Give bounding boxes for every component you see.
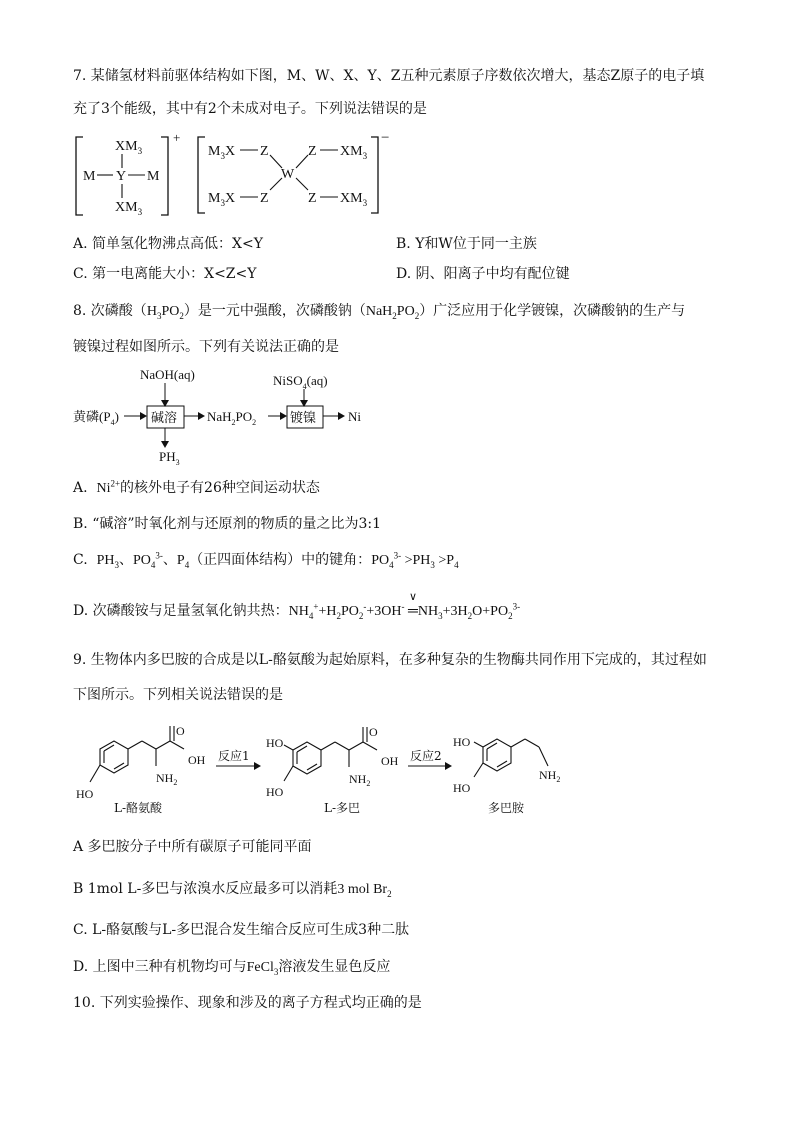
q9-option-d: D. 上图中三种有机物均可与FeCl$_3$溶液发生显色反应 xyxy=(73,959,391,977)
svg-text:Y: Y xyxy=(116,169,127,184)
q7-option-a: A. 简单氢化物沸点高低：X<Y xyxy=(73,236,263,252)
svg-text:NH2: $NH_2$ xyxy=(539,768,561,784)
svg-text:HO: HO xyxy=(453,735,471,749)
flow-reagent-naoh: NaOH(aq) xyxy=(140,367,195,382)
svg-text:XM3: $XM_3$ xyxy=(340,144,368,161)
q7-option-d: D. 阴、阳离子中均有配位键 xyxy=(396,266,570,282)
svg-text:XM3: $XM_3$ xyxy=(115,139,143,156)
arrow-label-reaction1: 反应1 xyxy=(218,749,250,763)
svg-text:HO: HO xyxy=(76,787,94,801)
q7-option-b: B. Y和W位于同一主族 xyxy=(396,236,537,252)
q9-option-b: B 1mol L-多巴与浓溴水反应最多可以消耗3 mol $Br_2$ xyxy=(73,881,392,899)
q7-stem-line2: 充了3个能级，其中有2个未成对电子。下列说法错误的是 xyxy=(73,101,427,117)
svg-text:O: O xyxy=(369,725,378,739)
svg-text:HO: HO xyxy=(266,785,284,799)
svg-text:M: M xyxy=(147,169,160,184)
q8-option-c: C. $PH_3$、$PO_4^{3-}$、$P_4$（正四面体结构）中的键角：$PO_4^{3-} >PH_3 >P_4$ xyxy=(73,550,459,570)
q8-stem-line2: 镀镍过程如图所示。下列有关说法正确的是 xyxy=(73,339,339,355)
svg-text:Z: Z xyxy=(308,191,317,206)
dopamine-structure xyxy=(474,739,548,777)
svg-text:镀镍: 镀镍 xyxy=(290,411,317,426)
svg-text:PH3: $PH_3$ xyxy=(159,449,180,467)
svg-text:碱溶: 碱溶 xyxy=(151,411,178,426)
svg-text:M3X: $M_3X$ xyxy=(208,144,236,161)
svg-text:HO: HO xyxy=(266,736,284,750)
q9-stem-line2: 下图所示。下列相关说法错误的是 xyxy=(73,687,283,703)
q9-option-a: A 多巴胺分子中所有碳原子可能同平面 xyxy=(73,839,312,855)
svg-text:M: M xyxy=(83,169,96,184)
svg-text:W: W xyxy=(281,167,295,182)
q9-option-c: C. L-酪氨酸与L-多巴混合发生缩合反应可生成3种二肽 xyxy=(73,922,410,938)
svg-text:Z: Z xyxy=(260,191,269,206)
arrow-label-reaction2: 反应2 xyxy=(410,749,442,763)
svg-text:+: + xyxy=(173,130,181,145)
svg-text:XM3: $XM_3$ xyxy=(340,191,368,208)
svg-text:NaH2PO2: $NaH_2PO_2$ xyxy=(207,409,257,427)
label-dopamine: 多巴胺 xyxy=(488,801,525,815)
q8-stem-line1: 8. 次磷酸$(H_3PO_2)$是一元中强酸，次磷酸钠$(NaH_2PO_2)$广泛应用于化学镀镍，次磷酸钠的生产与 xyxy=(73,303,686,321)
q8-option-b: B. “碱溶”时氧化剂与还原剂的物质的量之比为3:1 xyxy=(73,516,382,532)
svg-text:OH: OH xyxy=(381,754,399,768)
svg-text:O: O xyxy=(176,724,185,738)
q8-option-d: D. 次磷酸铵与足量氢氧化钠共热：$NH_4^++H_2PO_2^-+3OH^-$ ═ ∨ $NH_3+3H_2O+PO_2^{3-}$ xyxy=(73,591,521,621)
svg-text:黄磷(P4): 黄磷$(P_4)$ xyxy=(73,409,119,427)
svg-text:−: − xyxy=(381,130,390,146)
svg-text:NH2: $NH_2$ xyxy=(156,771,178,787)
svg-text:NH2: $NH_2$ xyxy=(349,772,371,788)
svg-text:HO: HO xyxy=(453,781,471,795)
q9-stem-line1: 9. 生物体内多巴胺的合成是以L-酪氨酸为起始原料，在多种复杂的生物酶共同作用下完成的，其过程如 xyxy=(73,652,707,668)
svg-text:M3X: $M_3X$ xyxy=(208,191,236,208)
label-l-tyrosine: L-酪氨酸 xyxy=(114,801,163,815)
q10-stem: 10. 下列实验操作、现象和涉及的离子方程式均正确的是 xyxy=(73,995,422,1011)
svg-text:OH: OH xyxy=(188,753,206,767)
q7-option-c: C. 第一电离能大小：X<Z<Y xyxy=(73,266,257,282)
q7-stem-line1: 7. 某储氢材料前驱体结构如下图，M、W、X、Y、Z五种元素原子序数依次增大，基态Z原子的电子填 xyxy=(73,68,705,84)
svg-text:NiSO4(aq): NiSO$_4$(aq) xyxy=(273,373,328,391)
svg-text:Ni: Ni xyxy=(348,409,361,424)
svg-text:Z: Z xyxy=(260,144,269,159)
svg-text:XM3: $XM_3$ xyxy=(115,200,143,217)
label-l-dopa: L-多巴 xyxy=(324,801,361,815)
svg-text:Z: Z xyxy=(308,144,317,159)
q8-option-a: A. $Ni^{2+}$的核外电子有26种空间运动状态 xyxy=(73,478,320,496)
